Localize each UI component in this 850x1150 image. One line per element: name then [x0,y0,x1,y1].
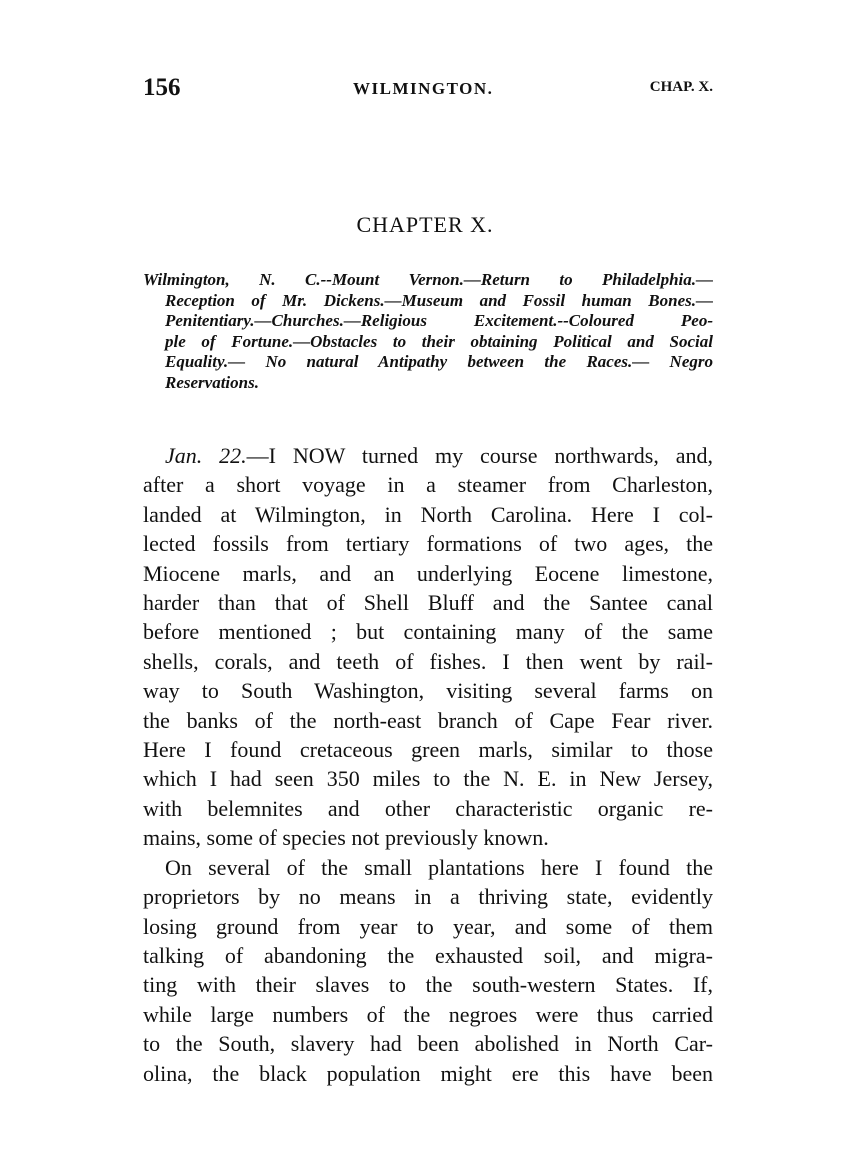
summary-line: Penitentiary.—Churches.—Religious Excitement.--Coloured Peo- [165,311,713,331]
text-line: olina, the black population might ere this have been [143,1060,713,1086]
text-line: mains, some of species not previously known. [143,825,549,851]
summary-line: Equality.— No natural Antipathy between the Races.— Negro [165,352,713,372]
text-line: lected fossils from tertiary formations of two ages, the [143,531,713,557]
text-line: On several of the small plantations here I found the [165,854,713,880]
text-line: losing ground from year to year, and some of them [143,913,713,939]
text-line: shells, corals, and teeth of fishes. I then went by rail- [143,648,713,674]
text-line: talking of abandoning the exhausted soil, and migra- [143,942,713,968]
body-text [143,441,713,1088]
summary-line: Reservations. [165,372,259,392]
summary-line: Wilmington, N. C.--Mount Vernon.—Return to Philadelphia.— [143,270,713,289]
text-line: Miocene marls, and an underlying Eocene limestone, [143,560,713,586]
text-line: landed at Wilmington, in North Carolina. Here I col- [143,501,713,527]
text-line: proprietors by no means in a thriving state, evidently [143,884,713,910]
text-line: Here I found cretaceous green marls, similar to those [143,737,713,763]
text-line: while large numbers of the negroes were thus carried [143,1001,713,1027]
text-line: the banks of the north-east branch of Cape Fear river. [143,707,713,733]
text-line: to the South, slavery had been abolished in North Car- [143,1031,713,1057]
page-number: 156 [143,74,181,101]
text-line: harder than that of Shell Bluff and the Santee canal [143,590,713,616]
text-line: with belemnites and other characteristic organic re- [143,795,713,821]
date-lead: Jan. 22. [165,443,247,468]
text-line: which I had seen 350 miles to the N. E. in New Jersey, [143,766,713,792]
paragraph-first-line [143,441,713,470]
chapter-title: CHAPTER X. [356,212,494,237]
chapter-summary [143,270,713,394]
text-line: before mentioned ; but containing many of the same [143,619,713,645]
text-line: ting with their slaves to the south-western States. If, [143,972,713,998]
running-head: WILMINGTON. [353,79,494,98]
text-line: way to South Washington, visiting several farms on [143,678,713,704]
first-line-text: —I NOW turned my course northwards, and, [246,443,714,468]
chapter-reference: CHAP. X. [649,79,713,95]
summary-line: ple of Fortune.—Obstacles to their obtaining Political and Social [165,331,713,351]
page-header [143,74,713,104]
summary-line: Reception of Mr. Dickens.—Museum and Fossil human Bones.— [165,290,713,310]
text-line: after a short voyage in a steamer from Charleston, [143,472,713,498]
